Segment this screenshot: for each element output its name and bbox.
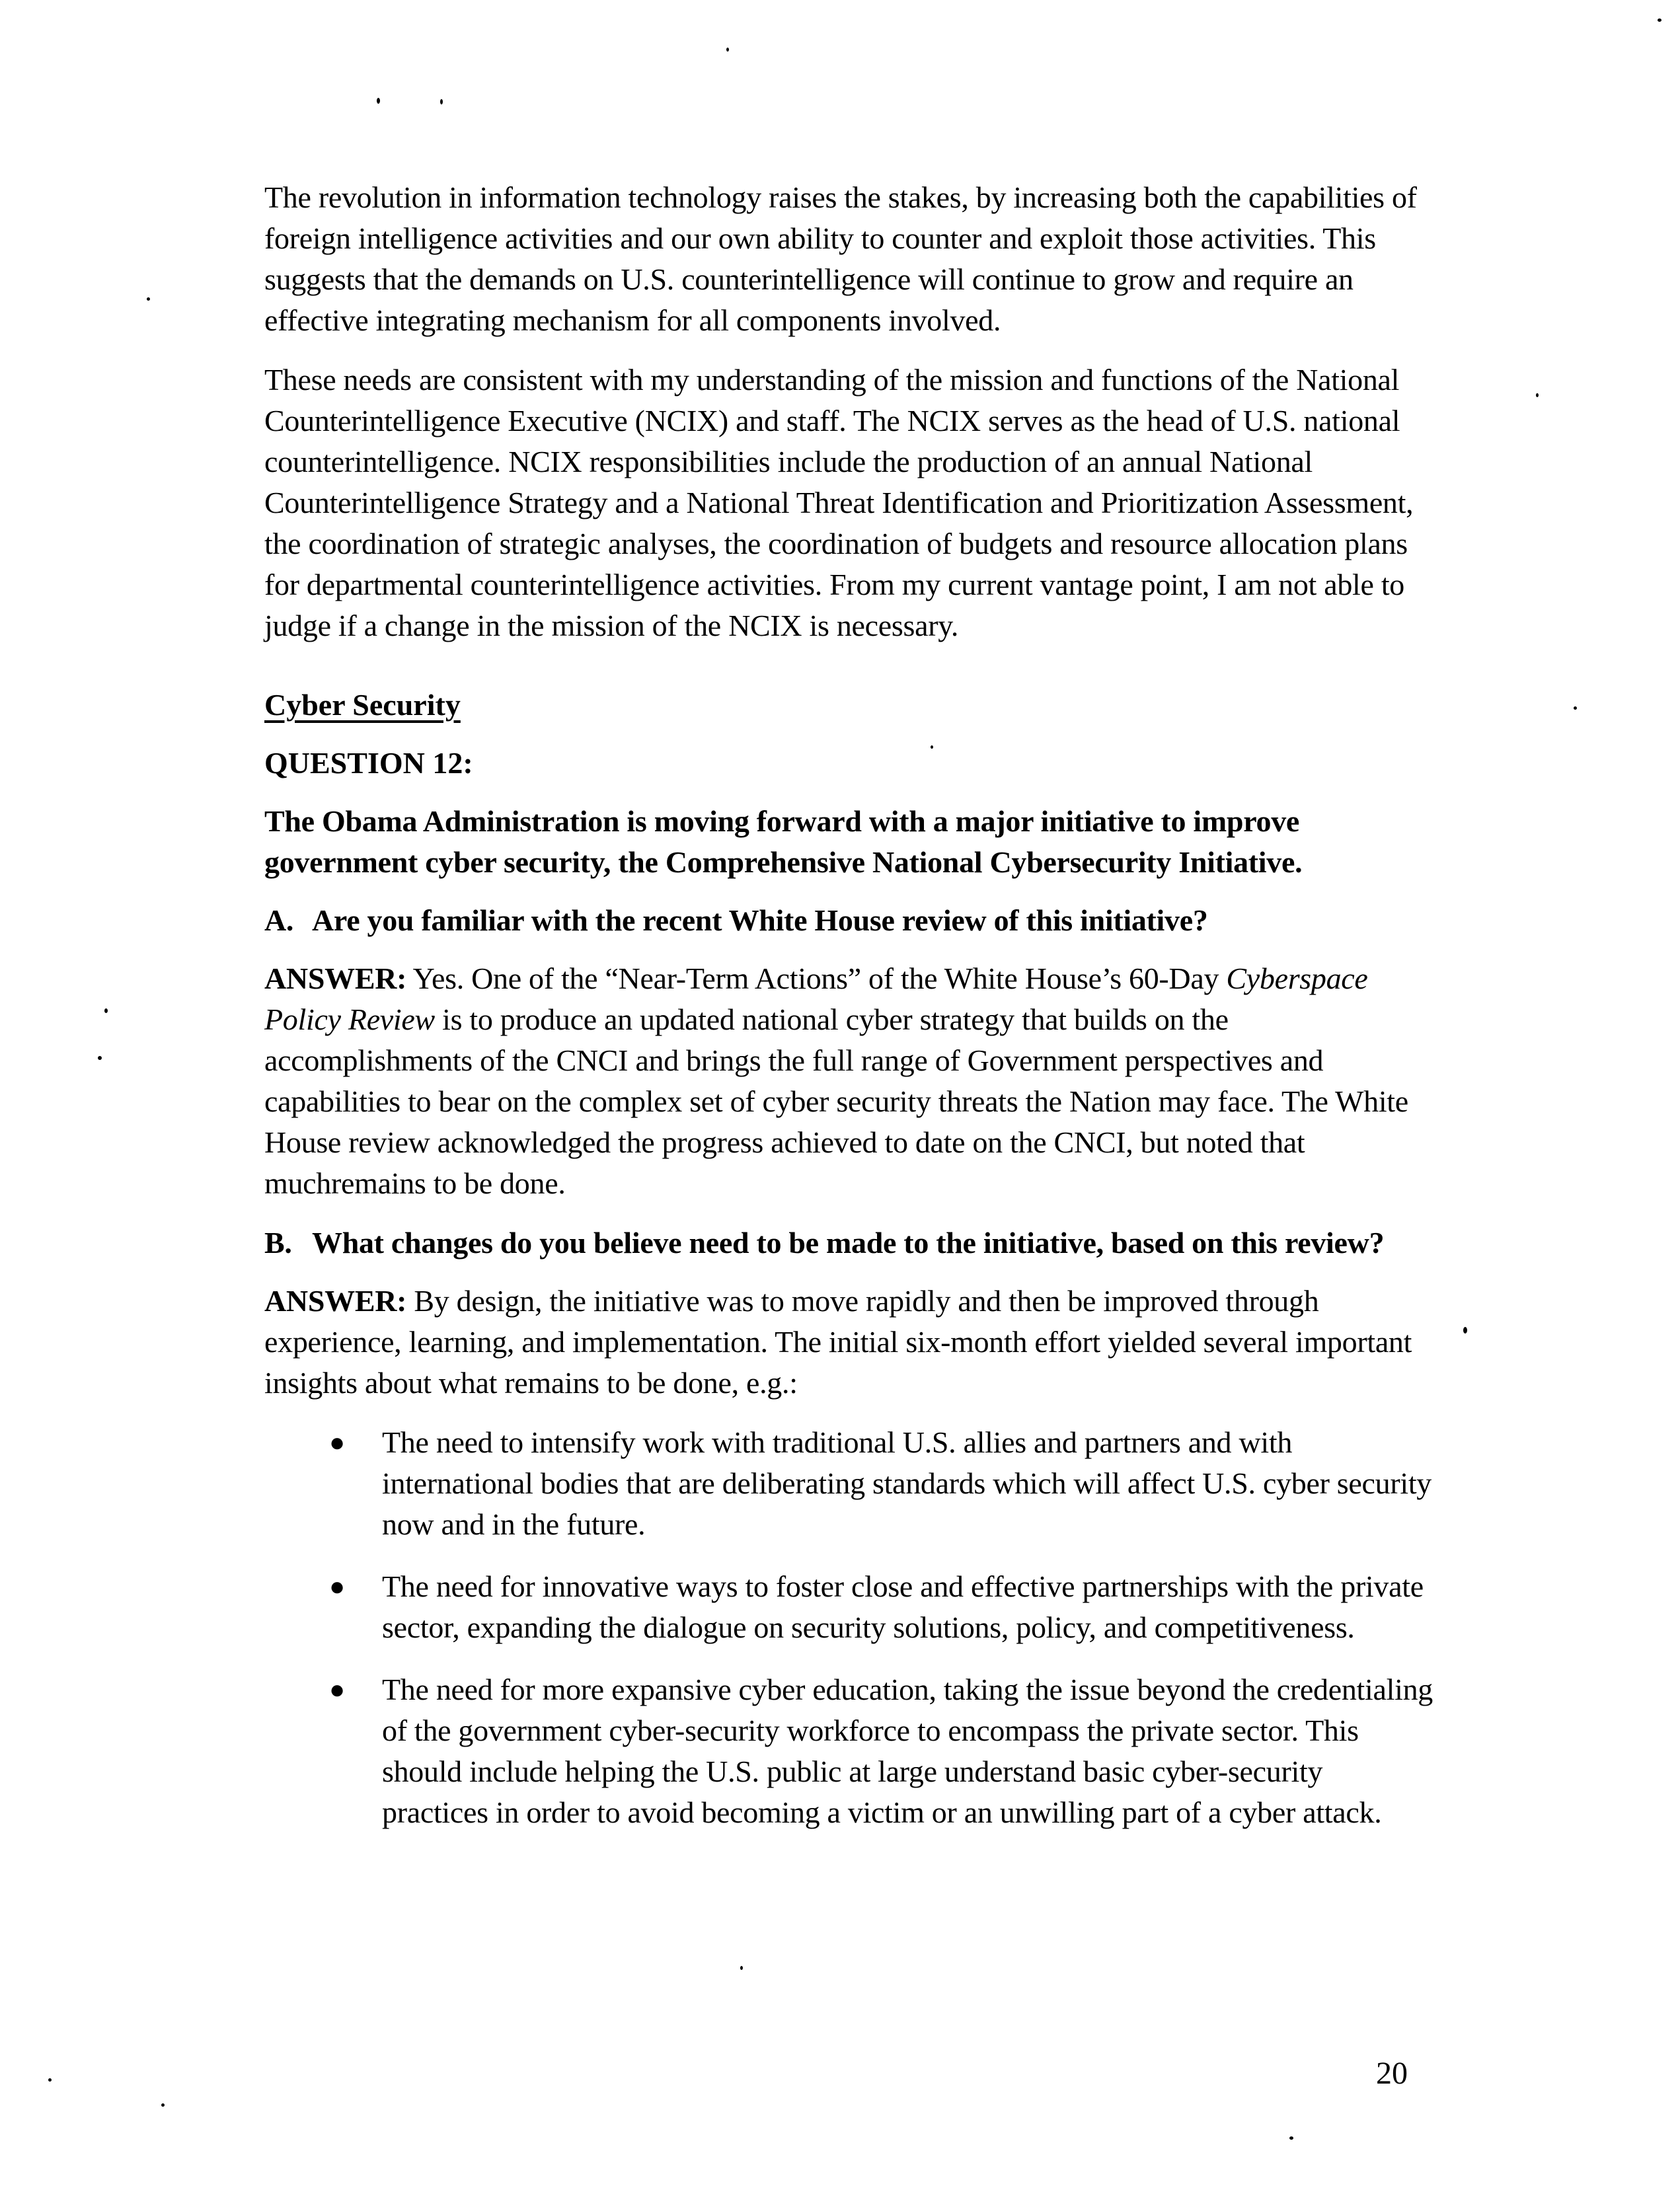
part-b-question (264, 1223, 1435, 1263)
scan-speck (98, 1056, 102, 1060)
paragraph-info-technology: The revolution in information technology raises the stakes, by increasing both the capabilities of foreign intelligence activities and our own ability to counter and exploit those activities. This suggests that the demands on U.S. counterintelligence will continue to grow and require an effective integrating mechanism for all components involved. (264, 180, 1417, 337)
part-b-answer (264, 1281, 1435, 1404)
bullet-text-allies: The need to intensify work with traditional U.S. allies and partners and with international bodies that are deliberating standards which will affect U.S. cyber security now and in the future. (382, 1425, 1432, 1541)
bullet-text-private-sector: The need for innovative ways to foster close and effective partnerships with the private sector, expanding the dialogue on security solutions, policy, and competitiveness. (382, 1569, 1424, 1644)
list-item (264, 1566, 1435, 1648)
part-b-answer-label: ANSWER: (264, 1284, 407, 1318)
list-item (264, 1669, 1435, 1833)
scan-speck (740, 1966, 743, 1970)
scan-speck (161, 2103, 165, 2107)
part-b-question-text: What changes do you believe need to be made to the initiative, based on this review? (312, 1226, 1385, 1260)
scan-speck (147, 297, 150, 301)
part-a-label: A. (264, 903, 294, 937)
scan-speck (1536, 393, 1539, 397)
part-b-label: B. (264, 1226, 292, 1260)
scan-speck (1289, 2136, 1293, 2140)
scan-speck (377, 98, 380, 104)
scan-speck (1463, 1327, 1467, 1334)
part-a-answer-italic-title: Cyberspace Policy Review (264, 961, 1368, 1036)
scan-speck (48, 2078, 52, 2082)
section-heading-cyber-security: Cyber Security (264, 688, 461, 722)
bullet-icon: ● (329, 1675, 345, 1704)
paragraph-ncix: These needs are consistent with my understanding of the mission and functions of the National Counterintelligence Executive (NCIX) and staff. The NCIX serves as the head of U.S. national counterintelligence. NCIX responsibilities include the production of an annual National Counterintelligence Strategy and a National Threat Identification and Prioritization Assessment, the coordination of strategic analyses, the coordination of budgets and resource allocation plans for departmental counterintelligence activities. From my current vantage point, I am not able to judge if a change in the mission of the NCIX is necessary. (264, 363, 1414, 642)
part-a-answer (264, 958, 1435, 1204)
bullet-icon: ● (329, 1571, 345, 1601)
insights-bullet-list (264, 1422, 1435, 1833)
part-a-answer-text-2: is to produce an updated national cyber strategy that builds on the accomplishments of the CNCI and brings the full range of Government perspectives and capabilities to bear on the complex set of cyber security threats the Nation may face. The White House review acknowledged the progress achieved to date on the CNCI, but noted that muchremains to be done. (264, 1002, 1408, 1200)
scan-speck (104, 1008, 108, 1013)
page-number: 20 (1376, 2056, 1408, 2091)
scan-speck (440, 99, 443, 104)
scan-speck (931, 745, 933, 749)
bullet-text-cyber-education: The need for more expansive cyber education, taking the issue beyond the credentialing of the government cyber-security workforce to encompass the private sector. This should include helping the U.S. public at large understand basic cyber-security practices in order to avoid becoming a victim or an unwilling part of a cyber attack. (382, 1673, 1433, 1829)
question-12-label: QUESTION 12: (264, 746, 473, 780)
part-a-answer-label: ANSWER: (264, 961, 407, 995)
part-b-answer-text: By design, the initiative was to move rapidly and then be improved through experience, learning, and implementation. The initial six-month effort yielded several important insights about what remains to be done, e.g.: (264, 1284, 1412, 1400)
scan-speck (726, 48, 729, 52)
document-content (264, 177, 1435, 1854)
question-12-statement: The Obama Administration is moving forward with a major initiative to improve government cyber security, the Comprehensive National Cybersecurity Initiative. (264, 804, 1303, 879)
scan-speck (1574, 706, 1577, 710)
part-a-question-text: Are you familiar with the recent White House review of this initiative? (312, 903, 1208, 937)
bullet-icon: ● (329, 1427, 345, 1457)
part-a-question (264, 900, 1435, 941)
scan-speck (1658, 19, 1661, 22)
part-a-answer-text-1: Yes. One of the “Near-Term Actions” of the White House’s 60-Day (412, 961, 1227, 995)
list-item (264, 1422, 1435, 1545)
